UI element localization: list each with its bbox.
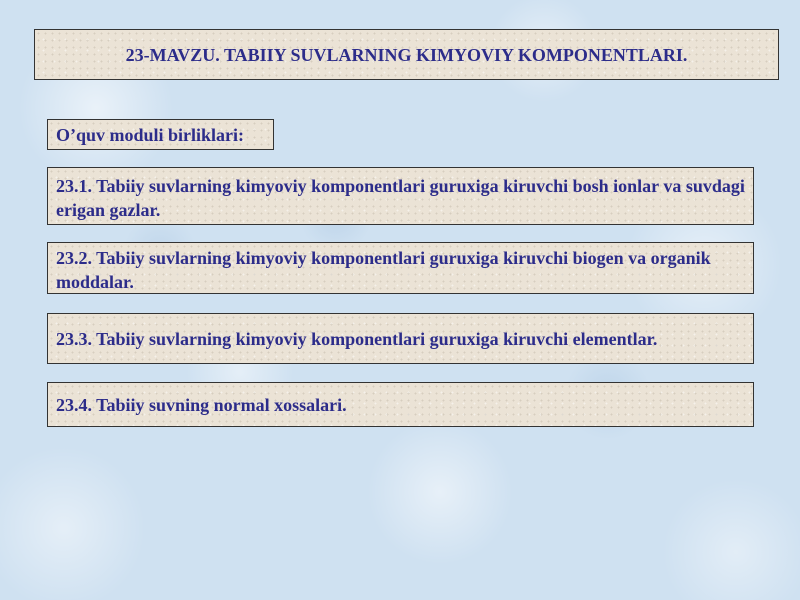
module-item-box bbox=[47, 313, 754, 364]
module-units-label: O’quv moduli birliklari: bbox=[56, 125, 245, 145]
slide-title-box bbox=[34, 29, 779, 80]
module-item-text: 23.2. Tabiiy suvlarning kimyoviy komponentlari guruxiga kiruvchi biogen va organik moddalar. bbox=[56, 248, 711, 292]
module-item-text: 23.1. Tabiiy suvlarning kimyoviy komponentlari guruxiga kiruvchi bosh ionlar va suvdagi erigan gazlar. bbox=[56, 176, 745, 220]
slide-title: 23-MAVZU. TABIIY SUVLARNING KIMYOVIY KOMPONENTLARI. bbox=[125, 44, 688, 65]
module-units-label-box bbox=[47, 119, 274, 150]
module-item-box bbox=[47, 382, 754, 427]
module-item-box bbox=[47, 167, 754, 225]
module-item-box bbox=[47, 242, 754, 294]
module-item-text: 23.3. Tabiiy suvlarning kimyoviy komponentlari guruxiga kiruvchi elementlar. bbox=[56, 328, 658, 349]
module-item-text: 23.4. Tabiiy suvning normal xossalari. bbox=[56, 394, 347, 415]
